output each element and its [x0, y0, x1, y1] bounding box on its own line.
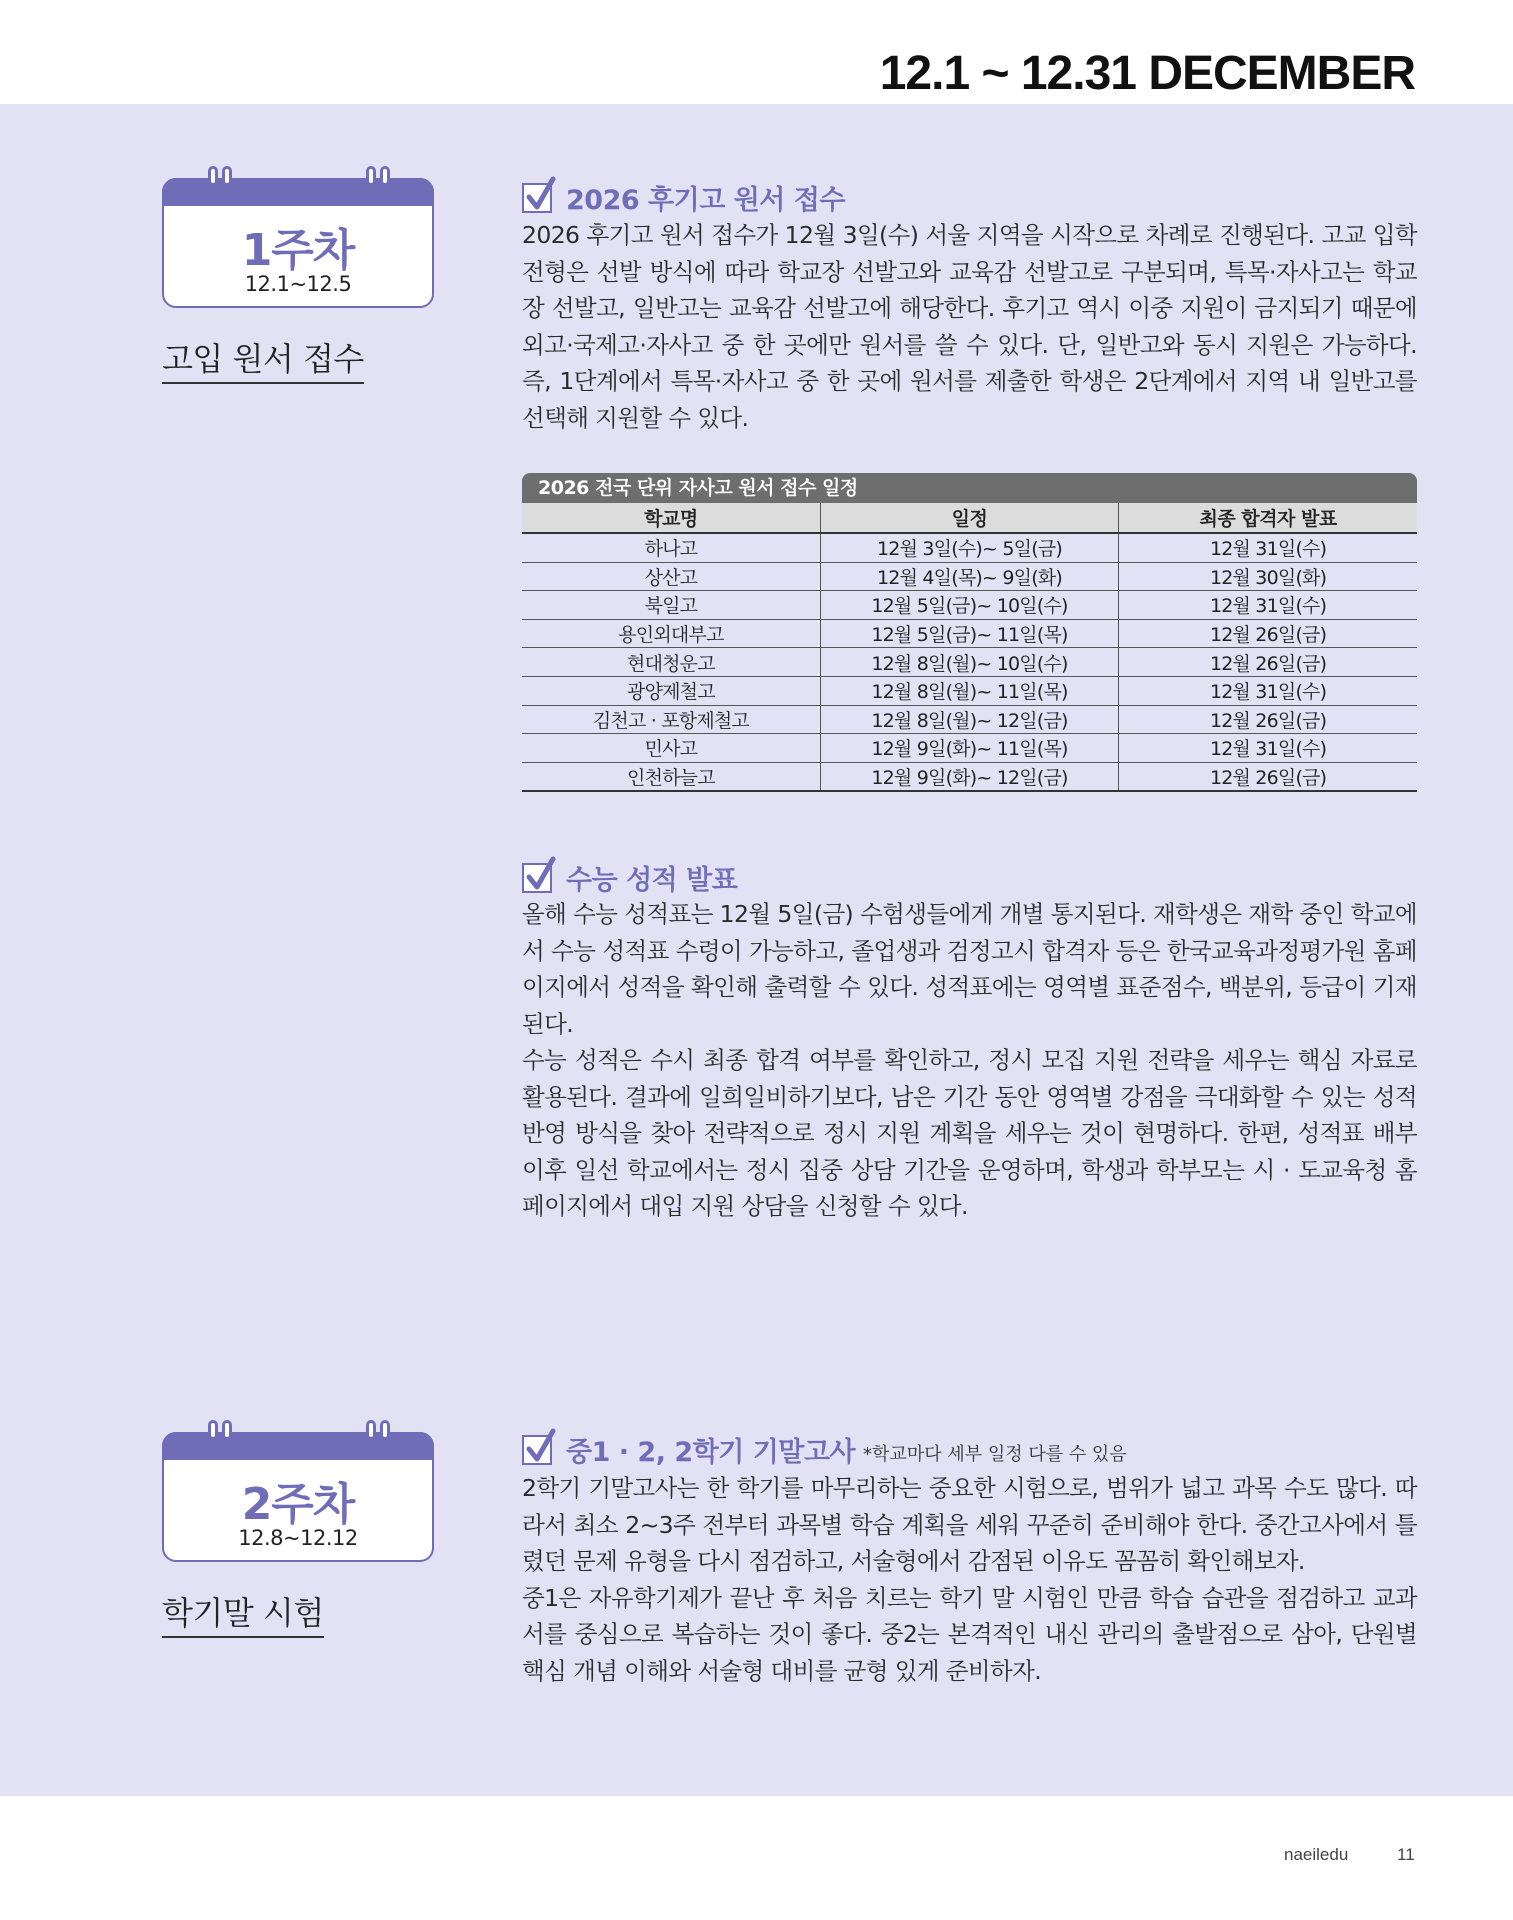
table-row: [522, 762, 1417, 791]
table-cell: 12월 26일(금): [1119, 762, 1417, 791]
calendar-ring-icon: [222, 1420, 232, 1440]
table-cell: 12월 26일(금): [1119, 619, 1417, 648]
table-caption: 2026 전국 단위 자사고 원서 접수 일정: [522, 473, 1417, 503]
page-number: 11: [1397, 1845, 1415, 1864]
table-cell: 현대청운고: [522, 648, 820, 677]
table-cell: 12월 30일(화): [1119, 562, 1417, 591]
section2-body: [522, 896, 1417, 1225]
table-cell: 용인외대부고: [522, 619, 820, 648]
table-header-announcement: 최종 합격자 발표: [1119, 503, 1417, 533]
table-row: [522, 619, 1417, 648]
week2-date-range: 12.8~12.12: [238, 1526, 358, 1550]
calendar-ring-icon: [208, 166, 218, 186]
section1-title: 2026 후기고 원서 접수: [566, 185, 845, 216]
calendar-header-bar: [162, 1432, 434, 1460]
page-header-title: 12.1 ~ 12.31 DECEMBER: [879, 47, 1415, 100]
table-cell: 12월 31일(수): [1119, 533, 1417, 562]
table-cell: 12월 9일(화)~ 11일(목): [820, 734, 1118, 763]
section2-paragraph-1: 올해 수능 성적표는 12월 5일(금) 수험생들에게 개별 통지된다. 재학생은 재학 중인 학교에서 수능 성적표 수령이 가능하고, 졸업생과 검정고시 합격자 등은 한국교육과정평가원 홈페이지에서 성적을 확인해 출력할 수 있다. 성적표에는 영역별 표준점수, 백분위, 등급이 기재된다.: [522, 900, 1417, 1038]
section2-title: 수능 성적 발표: [566, 865, 738, 896]
table-row: [522, 591, 1417, 620]
table-cell: 12월 26일(금): [1119, 705, 1417, 734]
table-cell: 12월 8일(월)~ 10일(수): [820, 648, 1118, 677]
table-cell: 인천하늘고: [522, 762, 820, 791]
checkbox-icon: [522, 863, 552, 893]
section3-paragraph-2: 중1은 자유학기제가 끝난 후 처음 치르는 학기 말 시험인 만큼 학습 습관을 점검하고 교과서를 중심으로 복습하는 것이 좋다. 중2는 본격적인 내신 관리의 출발점으로 삼아, 단원별 핵심 개념 이해와 서술형 대비를 균형 있게 준비하자.: [522, 1583, 1417, 1685]
table-header-row: [522, 503, 1417, 533]
table-cell: 12월 5일(금)~ 11일(목): [820, 619, 1118, 648]
section1-paragraph: 2026 후기고 원서 접수가 12월 3일(수) 서울 지역을 시작으로 차례로 진행된다. 고교 입학 전형은 선발 방식에 따라 학교장 선발고와 교육감 선발고로 구분되며, 특목·자사고는 학교장 선발고, 일반고는 교육감 선발고에 해당한다. 후기고 역시 이중 지원이 금지되기 때문에 외고·국제고·자사고 중 한 곳에만 원서를 쓸 수 있다. 단, 일반고와 동시 지원은 가능하다. 즉, 1단계에서 특목·자사고 중 한 곳에 원서를 제출한 학생은 2단계에서 지역 내 일반고를 선택해 지원할 수 있다.: [522, 221, 1417, 432]
calendar-ring-icon: [366, 1420, 376, 1440]
section2-paragraph-2: 수능 성적은 수시 최종 합격 여부를 확인하고, 정시 모집 지원 전략을 세우는 핵심 자료로 활용된다. 결과에 일희일비하기보다, 남은 기간 동안 영역별 강점을 극대화할 수 있는 성적 반영 방식을 찾아 전략적으로 정시 지원 계획을 세우는 것이 현명하다. 한편, 성적표 배부 이후 일선 학교에서는 정시 집중 상담 기간을 운영하며, 학생과 학부모는 시 · 도교육청 홈페이지에서 대입 지원 상담을 신청할 수 있다.: [522, 1046, 1417, 1220]
section2-heading: [522, 858, 737, 897]
calendar-header-bar: [162, 178, 434, 206]
table-row: [522, 705, 1417, 734]
table-row: [522, 648, 1417, 677]
table-cell: 12월 31일(수): [1119, 676, 1417, 705]
table-cell: 12월 8일(월)~ 12일(금): [820, 705, 1118, 734]
table-row: [522, 734, 1417, 763]
table-cell: 12월 31일(수): [1119, 591, 1417, 620]
week1-calendar-icon: [162, 178, 434, 308]
table-cell: 12월 8일(월)~ 11일(목): [820, 676, 1118, 705]
table-header-school: 학교명: [522, 503, 820, 533]
week1-label: 1주차: [241, 225, 355, 276]
calendar-ring-icon: [380, 1420, 390, 1440]
section1-heading: [522, 178, 845, 217]
table-cell: 12월 3일(수)~ 5일(금): [820, 533, 1118, 562]
section3-note: *학교마다 세부 일정 다를 수 있음: [863, 1443, 1127, 1465]
section3-body: [522, 1470, 1417, 1689]
calendar-ring-icon: [380, 166, 390, 186]
table-cell: 하나고: [522, 533, 820, 562]
checkbox-icon: [522, 1435, 552, 1465]
table-cell: 12월 4일(목)~ 9일(화): [820, 562, 1118, 591]
table-cell: 상산고: [522, 562, 820, 591]
table-cell: 북일고: [522, 591, 820, 620]
section3-heading: [522, 1430, 1127, 1469]
section1-body: [522, 217, 1417, 436]
table-cell: 광양제철고: [522, 676, 820, 705]
table-row: [522, 533, 1417, 562]
footer-brand: naeiledu: [1284, 1845, 1349, 1864]
table-row: [522, 676, 1417, 705]
table-cell: 김천고 · 포항제철고: [522, 705, 820, 734]
section3-paragraph-1: 2학기 기말고사는 한 학기를 마무리하는 중요한 시험으로, 범위가 넓고 과목 수도 많다. 따라서 최소 2~3주 전부터 과목별 학습 계획을 세워 꾸준히 준비해야 한다. 중간고사에서 틀렸던 문제 유형을 다시 점검하고, 서술형에서 감점된 이유도 꼼꼼히 확인해보자.: [522, 1474, 1417, 1575]
week1-topic: 고입 원서 접수: [162, 334, 364, 384]
week2-label: 2주차: [241, 1479, 355, 1530]
table-cell: 12월 31일(수): [1119, 734, 1417, 763]
week1-date-range: 12.1~12.5: [244, 272, 352, 296]
table-cell: 민사고: [522, 734, 820, 763]
table-header-schedule: 일정: [820, 503, 1118, 533]
checkbox-icon: [522, 183, 552, 213]
calendar-ring-icon: [222, 166, 232, 186]
table-cell: 12월 9일(화)~ 12일(금): [820, 762, 1118, 791]
table-cell: 12월 5일(금)~ 10일(수): [820, 591, 1118, 620]
school-schedule-table: [522, 473, 1417, 792]
week2-calendar-icon: [162, 1432, 434, 1562]
table-cell: 12월 26일(금): [1119, 648, 1417, 677]
calendar-ring-icon: [366, 166, 376, 186]
calendar-ring-icon: [208, 1420, 218, 1440]
section3-title: 중1 · 2, 2학기 기말고사: [566, 1437, 856, 1468]
week2-topic: 학기말 시험: [162, 1588, 324, 1638]
table-row: [522, 562, 1417, 591]
